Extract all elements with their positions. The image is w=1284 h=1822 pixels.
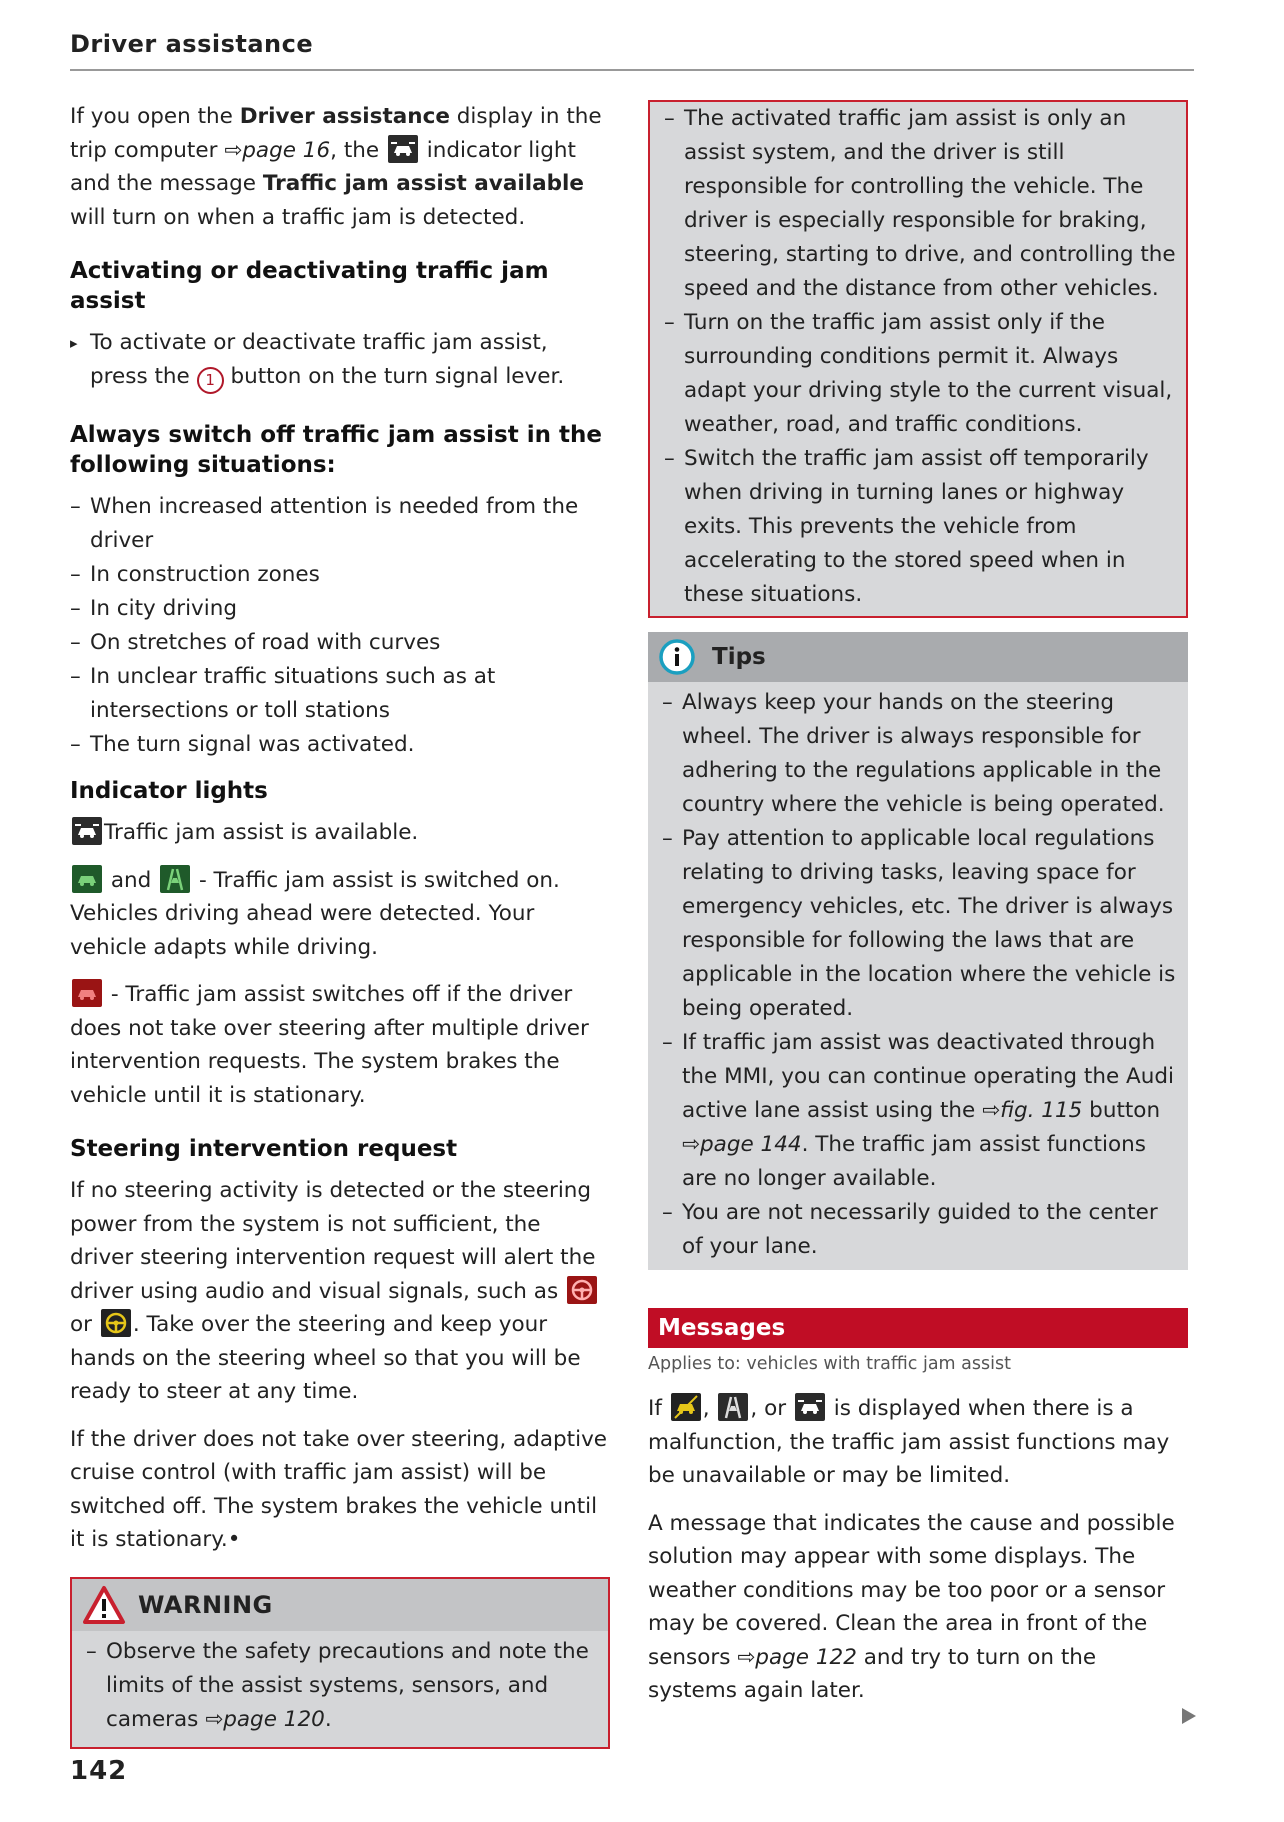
messages-paragraph-1: If , , or is displayed when there is a malfunction, the traffic jam assist functions may be unavailable or may be limited.	[648, 1392, 1188, 1493]
car-gray-icon	[795, 1393, 825, 1421]
list-item: – Observe the safety precautions and note the limits of the assist systems, sensors, and cameras ⇨page 120.	[86, 1635, 596, 1737]
warning-title: WARNING	[138, 1590, 273, 1619]
warning-triangle-icon	[82, 1585, 126, 1625]
tips-box	[648, 632, 1188, 1270]
steering-heading: Steering intervention request	[70, 1136, 458, 1162]
page-link[interactable]: ⇨page 120	[205, 1706, 325, 1732]
switch-off-heading: Always switch off traffic jam assist in the following situations:	[70, 422, 602, 478]
car-indicator-white-icon	[72, 817, 102, 845]
lane-indicator-green-icon	[160, 865, 190, 893]
tips-body	[648, 682, 1188, 1270]
steering-wheel-yellow-icon	[101, 1309, 131, 1337]
messages-paragraph-2: A message that indicates the cause and possible solution may appear with some displays. The weather conditions may be too poor or a sensor may be covered. Clean the area in front of the sensors ⇨page 122 and try to turn on the systems again later.	[648, 1510, 1175, 1703]
left-column	[70, 100, 610, 1749]
car-indicator-white-icon	[388, 135, 418, 163]
applies-to: Applies to: vehicles with traffic jam assist	[648, 1354, 1011, 1374]
button-1-icon: 1	[197, 367, 224, 394]
list-item: – In unclear traffic situations such as at intersections or toll stations	[70, 660, 610, 728]
page-title: Driver assistance	[70, 30, 314, 58]
caution-box	[648, 100, 1188, 618]
indicator-available: Traffic jam assist is available.	[70, 816, 610, 850]
warning-header	[72, 1579, 608, 1631]
page-number: 142	[70, 1756, 128, 1786]
steering-paragraph-2: If the driver does not take over steering, adaptive cruise control (with traffic jam assist) will be switched off. The system brakes the vehicle until it is stationary.•	[70, 1426, 608, 1552]
activate-heading: Activating or deactivating traffic jam assist	[70, 258, 549, 314]
page-link[interactable]: ⇨page 16	[224, 137, 331, 163]
indicator-heading: Indicator lights	[70, 778, 268, 804]
activate-instruction: ▸ To activate or deactivate traffic jam assist, press the 1 button on the turn signal lever.	[70, 326, 610, 394]
lane-gray-icon	[718, 1393, 748, 1421]
list-item: – Switch the traffic jam assist off temporarily when driving in turning lanes or highway exits. This prevents the vehicle from accelerating to the stored speed when in these situations.	[664, 442, 1176, 612]
messages-heading: Messages	[648, 1308, 1188, 1348]
list-item: – You are not necessarily guided to the center of your lane.	[662, 1196, 1178, 1264]
right-column	[648, 100, 1188, 1722]
page-link[interactable]: ⇨page 144	[682, 1132, 802, 1157]
tips-header	[648, 632, 1188, 682]
switch-off-list	[70, 490, 610, 762]
list-item: – When increased attention is needed from the driver	[70, 490, 610, 558]
list-item: – In city driving	[70, 592, 610, 626]
intro-paragraph: If you open the Driver assistance display in the trip computer ⇨page 16, the indicator light and the message Traffic jam assist available will turn on when a traffic jam is detected.	[70, 104, 602, 230]
list-item: – Turn on the traffic jam assist only if the surrounding conditions permit it. Always adapt your driving style to the current visual, weather, road, and traffic conditions.	[664, 306, 1176, 442]
figure-link[interactable]: ⇨fig. 115	[982, 1098, 1083, 1123]
header-divider	[70, 69, 1194, 71]
list-item: – Pay attention to applicable local regulations relating to driving tasks, leaving space for emergency vehicles, etc. The driver is always responsible for following the laws that are applicable in the location where the vehicle is being operated.	[662, 822, 1178, 1026]
tips-list	[662, 686, 1178, 1264]
list-item: – In construction zones	[70, 558, 610, 592]
indicator-off: - Traffic jam assist switches off if the driver does not take over steering after multiple driver intervention requests. The system brakes the vehicle until it is stationary.	[70, 978, 610, 1112]
car-yellow-icon	[671, 1393, 701, 1421]
list-item: – The activated traffic jam assist is only an assist system, and the driver is still responsible for controlling the vehicle. The driver is especially responsible for braking, steering, starting to drive, and controlling the speed and the distance from other vehicles.	[664, 102, 1176, 306]
warning-box	[70, 1577, 610, 1749]
continue-arrow-icon	[1180, 1706, 1198, 1726]
info-icon	[658, 638, 696, 676]
caution-list	[664, 102, 1176, 612]
car-indicator-red-icon	[72, 979, 102, 1007]
car-indicator-green-icon	[72, 865, 102, 893]
list-item: – On stretches of road with curves	[70, 626, 610, 660]
page-link[interactable]: ⇨page 122	[737, 1644, 857, 1670]
indicator-on: and - Traffic jam assist is switched on. Vehicles driving ahead were detected. Your vehicle adapts while driving.	[70, 864, 610, 965]
tips-title: Tips	[712, 644, 766, 670]
warning-list	[86, 1635, 596, 1737]
list-item: – If traffic jam assist was deactivated through the MMI, you can continue operating the Audi active lane assist using the ⇨fig. 115 button ⇨page 144. The traffic jam assist functions are no longer available.	[662, 1026, 1178, 1196]
steering-paragraph-1: If no steering activity is detected or the steering power from the system is not sufficient, the driver steering intervention request will alert the driver using audio and visual signals, such as or . Take over the steering and keep your hands on the steering wheel so that you will be ready to steer at any time.	[70, 1178, 596, 1404]
warning-body	[72, 1631, 608, 1747]
steering-wheel-red-icon	[567, 1276, 597, 1304]
list-item: – The turn signal was activated.	[70, 728, 610, 762]
list-item: – Always keep your hands on the steering wheel. The driver is always responsible for adhering to the regulations applicable in the country where the vehicle is being operated.	[662, 686, 1178, 822]
